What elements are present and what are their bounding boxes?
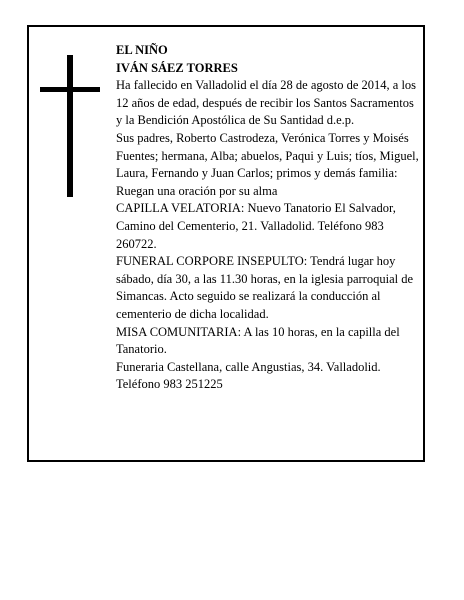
funeral-info: FUNERAL CORPORE INSEPULTO: Tendrá lugar hoy sábado, día 30, a las 11.30 horas, en la iglesia parroquial de Simancas. Acto seguido se realizará la conducción al cementerio de dicha localidad.	[116, 254, 414, 321]
cross-icon	[67, 55, 73, 197]
deceased-name: IVÁN SÁEZ TORRES	[116, 60, 238, 75]
cross-icon-crossbar	[40, 87, 100, 92]
mass-info: MISA COMUNITARIA: A las 10 horas, en la capilla del Tanatorio.	[116, 324, 400, 357]
wake-chapel-info: CAPILLA VELATORIA: Nuevo Tanatorio El Salvador, Camino del Cementerio, 21. Valladolid. Teléfono 983 260722.	[116, 201, 396, 251]
prayer-request: Ruegan una oración por su alma	[116, 183, 278, 198]
death-announcement: Ha fallecido en Valladolid el día 28 de agosto de 2014, a los 12 años de edad, después de recibir los Santos Sacramentos y la Bendición Apostólica de Su Santidad d.e.p.	[116, 78, 417, 128]
funeral-home-info: Funeraria Castellana, calle Angustias, 34. Valladolid. Teléfono 983 251225	[116, 359, 381, 392]
family-list: Sus padres, Roberto Castrodeza, Verónica Torres y Moisés Fuentes; hermana, Alba; abuelos, Paqui y Luis; tíos, Miguel, Laura, Fernando y Juan Carlos; primos y demás familia:	[116, 130, 419, 181]
obituary-text	[116, 42, 420, 394]
title-line-1: EL NIÑO	[116, 43, 168, 57]
obituary-notice	[27, 25, 425, 462]
